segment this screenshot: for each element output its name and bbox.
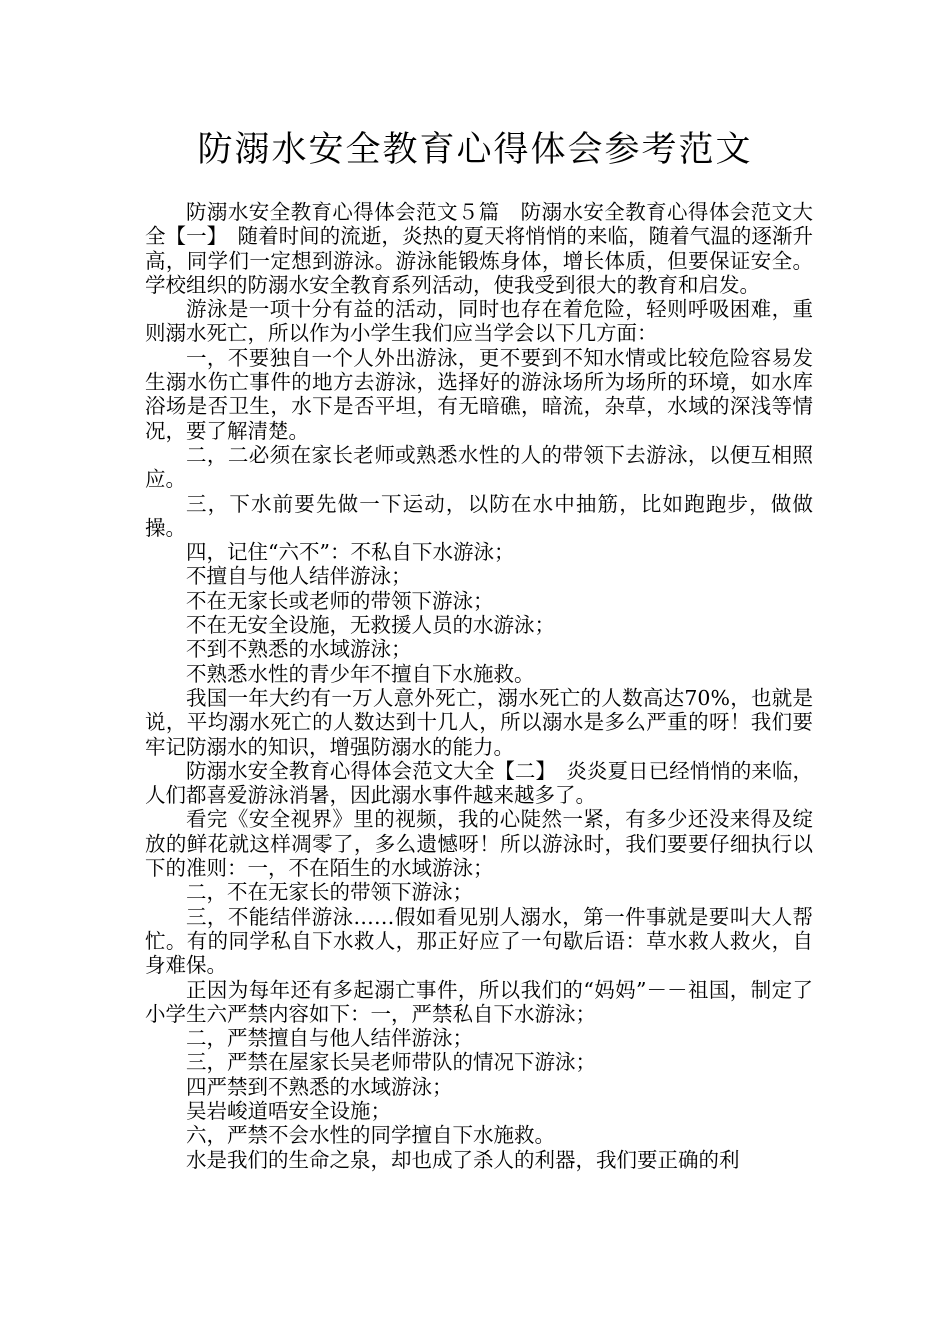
paragraph: 不在无家长或老师的带领下游泳；: [186, 588, 494, 613]
paragraph: 我国一年大约有一万人意外死亡，溺水死亡的人数高达70%，也就是说，平均溺水死亡的人数达到十几人，所以溺水是多么严重的呀！我们要牢记防溺水的知识，增强防溺水的能力。: [145, 685, 813, 759]
paragraph: 游泳是一项十分有益的活动，同时也存在着危险，轻则呼吸困难，重则溺水死亡，所以作为小学生我们应当学会以下几方面：: [145, 297, 813, 346]
paragraph: 三，严禁在屋家长吴老师带队的情况下游泳；: [186, 1050, 596, 1075]
paragraph: 防溺水安全教育心得体会范文５篇 防溺水安全教育心得体会范文大全【一】 随着时间的流逝，炎热的夏天将悄悄的来临，随着气温的逐渐升高，同学们一定想到游泳。游泳能锻炼身体，增长体质，但要保证安全。学校组织的防溺水安全教育系列活动，使我受到很大的教育和启发。: [145, 200, 813, 297]
paragraph: 吴岩峻道唔安全设施；: [186, 1098, 391, 1123]
paragraph: 六，严禁不会水性的同学擅自下水施救。: [186, 1123, 555, 1148]
paragraph: 三，不能结伴游泳……假如看见别人溺水，第一件事就是要叫大人帮忙。有的同学私自下水救人，那正好应了一句歇后语：草水救人救火，自身难保。: [145, 904, 813, 978]
paragraph: 一，不要独自一个人外出游泳，更不要到不知水情或比较危险容易发生溺水伤亡事件的地方去游泳，选择好的游泳场所为场所的环境，如水库浴场是否卫生，水下是否平坦，有无暗礁，暗流，杂草，水域的深浅等情况，要了解清楚。: [145, 345, 813, 443]
paragraph: 防溺水安全教育心得体会范文大全【二】 炎炎夏日已经悄悄的来临，人们都喜爱游泳消暑，因此溺水事件越来越多了。: [145, 758, 813, 808]
paragraph: 不在无安全设施，无救援人员的水游泳；: [186, 613, 555, 638]
document-body: [145, 200, 813, 1172]
document-title: 防溺水安全教育心得体会参考范文: [197, 130, 753, 170]
paragraph: 四，记住“六不”：不私自下水游泳；: [186, 540, 515, 565]
paragraph: 二，严禁擅自与他人结伴游泳；: [186, 1026, 473, 1051]
paragraph: 三，下水前要先做一下运动，以防在水中抽筋，比如跑跑步，做做操。: [145, 491, 813, 540]
paragraph: 不到不熟悉的水域游泳；: [186, 637, 412, 662]
paragraph: 看完《安全视界》里的视频，我的心陡然一紧，有多少还没来得及绽放的鲜花就这样凋零了，多么遗憾呀！所以游泳时，我们要要仔细执行以下的准则：一，不在陌生的水域游泳；: [145, 807, 813, 881]
paragraph: 不擅自与他人结伴游泳；: [186, 564, 412, 589]
paragraph: 不熟悉水性的青少年不擅自下水施救。: [186, 661, 535, 686]
paragraph: 二，二必须在家长老师或熟悉水性的人的带领下去游泳，以便互相照应。: [145, 442, 813, 492]
paragraph: 二，不在无家长的带领下游泳；: [186, 880, 473, 905]
paragraph: 四严禁到不熟悉的水域游泳；: [186, 1074, 453, 1099]
paragraph: 正因为每年还有多起溺亡事件，所以我们的“妈妈”－－祖国，制定了小学生六严禁内容如下：一，严禁私自下水游泳；: [145, 977, 813, 1026]
paragraph: 水是我们的生命之泉，却也成了杀人的利器，我们要正确的利: [186, 1147, 740, 1172]
